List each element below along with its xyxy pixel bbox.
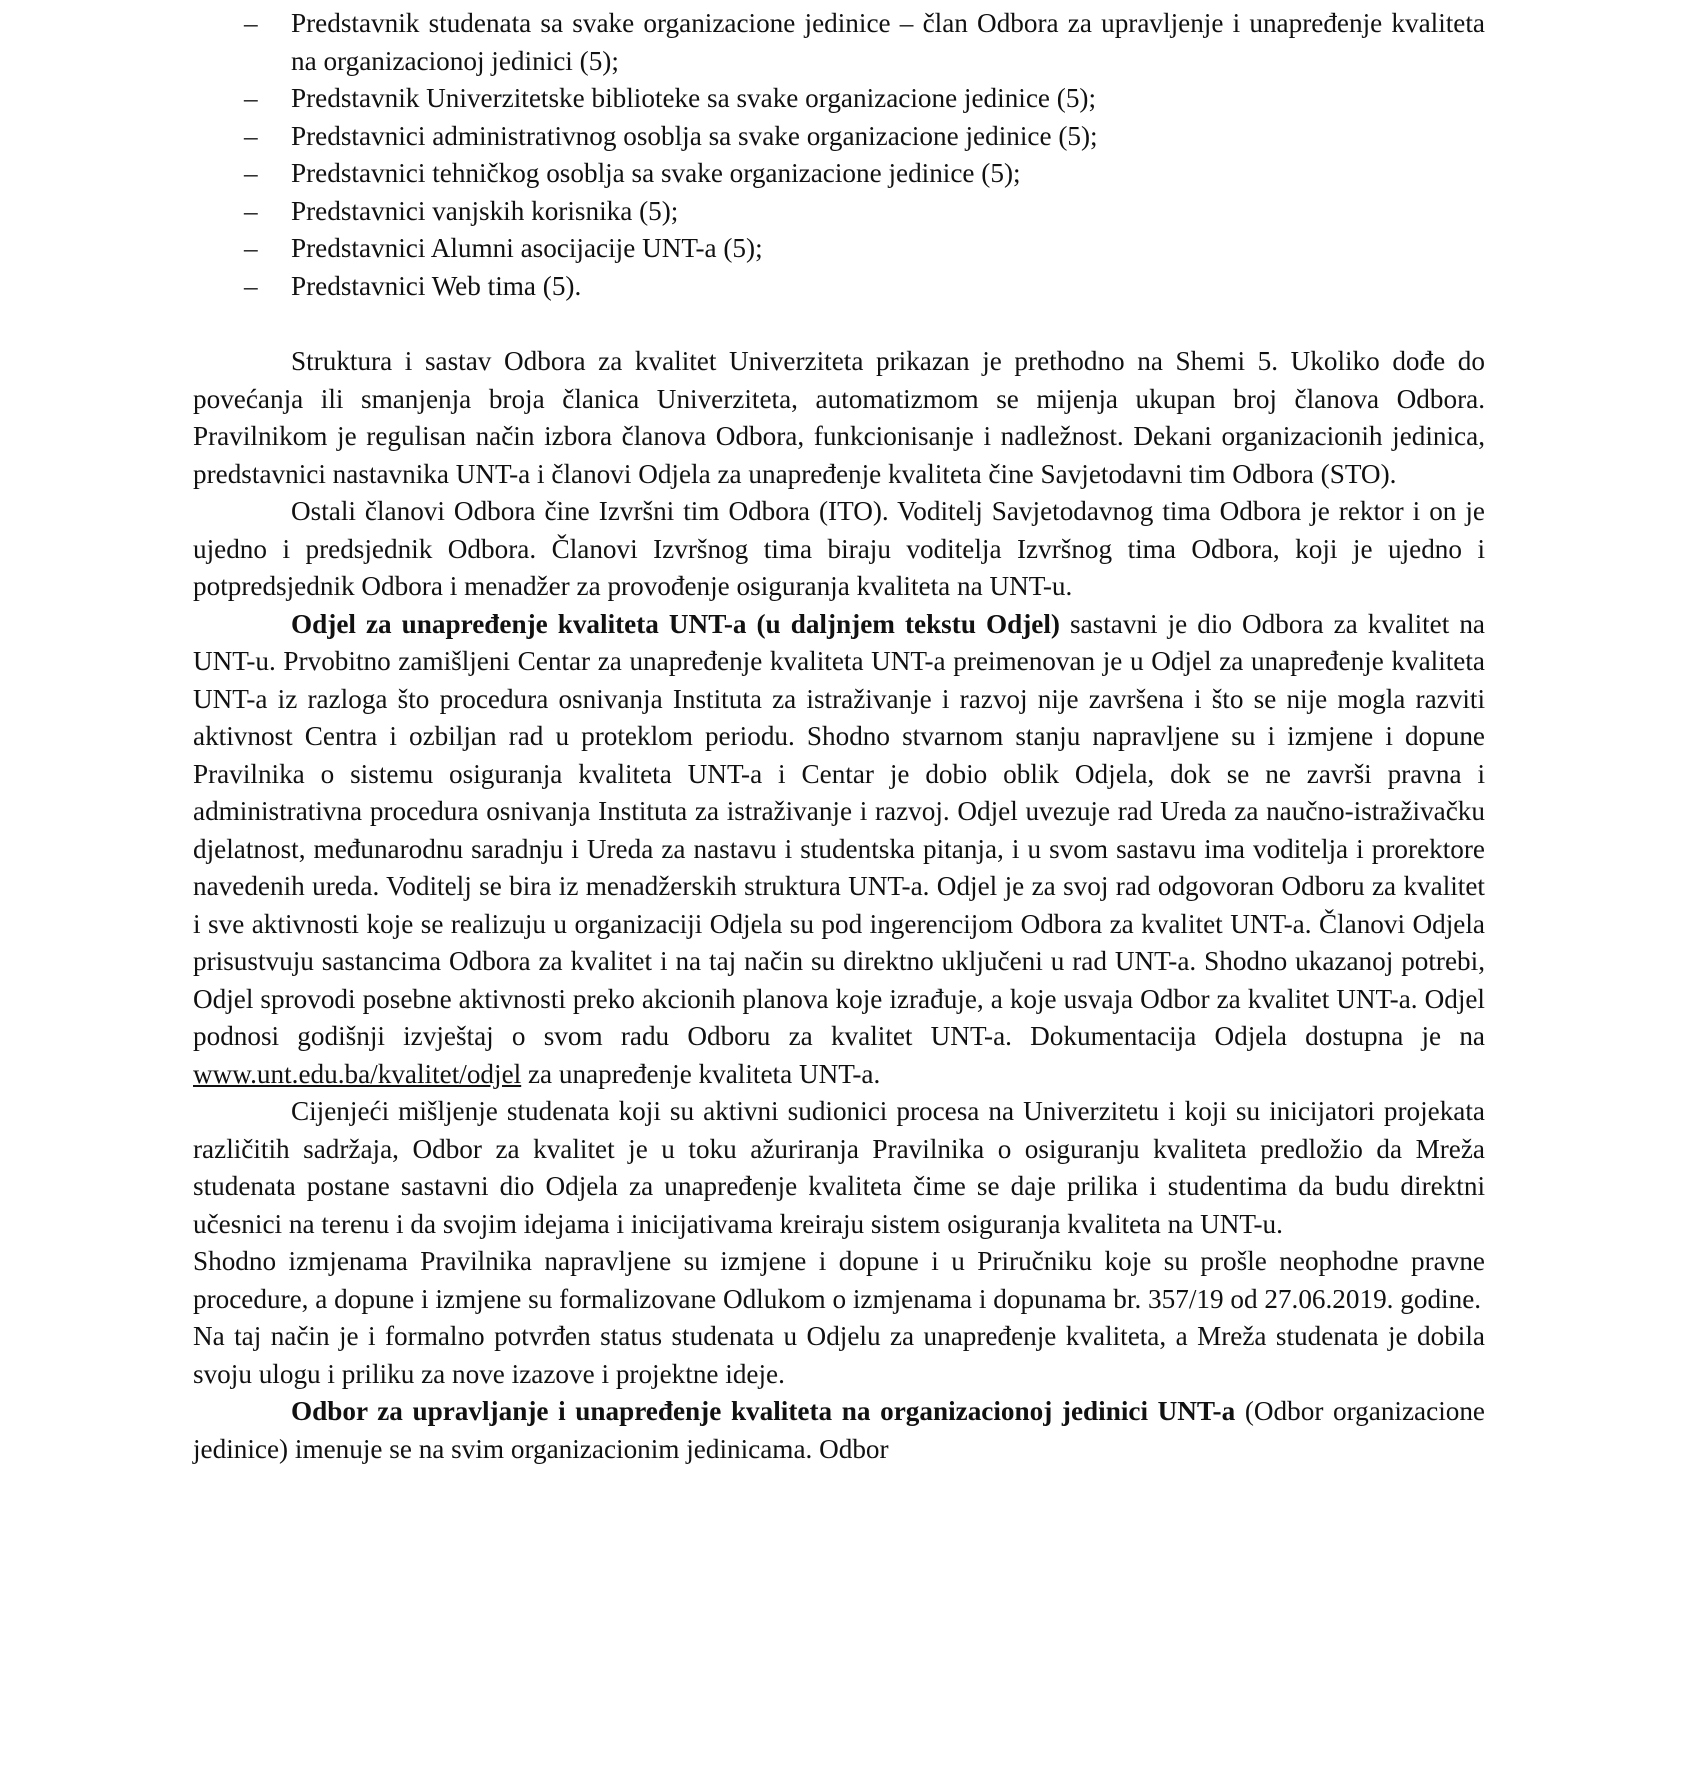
list-item-text: Predstavnici Alumni asocijacije UNT-a (5); <box>291 233 763 263</box>
list-item-text: Predstavnici tehničkog osoblja sa svake organizacione jedinice (5); <box>291 158 1021 188</box>
bold-heading-unit-board: Odbor za upravljanje i unapređenje kvaliteta na organizacionoj jedinici UNT-a <box>291 1396 1236 1426</box>
list-dash: – <box>244 195 258 226</box>
bold-heading-department: Odjel za unapređenje kvaliteta UNT-a (u daljnjem tekstu Odjel) <box>291 608 1060 639</box>
list-item-text: Predstavnik studenata sa svake organizacione jedinice – član Odbora za upravljenje i unapređenje kvaliteta na organizacionoj jedinici (5); <box>291 8 1485 76</box>
paragraph-text: za unapređenje kvaliteta UNT-a. <box>521 1058 881 1089</box>
paragraph-text: sastavni je dio Odbora za kvalitet na UNT-u. Prvobitno zamišljeni Centar za unapređenje kvaliteta UNT-a preimenovan je u Odjel za unapređenje kvaliteta UNT-a iz razloga što procedura osnivanja Instituta za istraživanje i razvoj nije završena i što se nije mogla razviti aktivnost Centra i ozbiljan rad u proteklom periodu. Shodno stvarnom stanju napravljene su i izmjene i dopune Pravilnika o sistemu osiguranja kvaliteta UNT-a i Centar je dobio oblik Odjela, dok se ne završi pravna i administrativna procedura osnivanja Instituta za istraživanje i razvoj. Odjel uvezuje rad Ureda za naučno-istraživačku djelatnost, međunarodnu saradnju i Ureda za nastavu i studentska pitanja, i u svom sastavu ima voditelja i prorektore navedenih ureda. Voditelj se bira iz menadžerskih struktura UNT-a. Odjel je za svoj rad odgovoran Odboru za kvalitet i sve aktivnosti koje se realizuju u organizaciji Odjela su pod ingerencijom Odbora za kvalitet UNT-a. Članovi Odjela prisustvuju sastancima Odbora za kvalitet i na taj način su direktno uključeni u rad UNT-a. Shodno ukazanoj potrebi, Odjel sprovodi posebne aktivnosti preko akcionih planova koje izrađuje, a koje usvaja Odbor za kvalitet UNT-a. Odjel podnosi godišnji izvještaj o svom radu Odboru za kvalitet UNT-a. Dokumentacija Odjela dostupna je na <box>193 608 1485 1051</box>
list-dash: – <box>244 233 258 263</box>
document-page <box>193 0 1485 1468</box>
paragraph-unit-board <box>193 1393 1485 1468</box>
member-list <box>193 5 1485 305</box>
list-item <box>193 155 1485 193</box>
list-item <box>193 268 1485 306</box>
list-item <box>193 80 1485 118</box>
paragraph-text: (Odbor organizacione jedinice) imenuje se na svim organizacionim jedinicama. Odbor <box>193 1396 1485 1464</box>
list-item <box>193 193 1485 231</box>
list-item-text: Predstavnici administrativnog osoblja sa svake organizacione jedinice (5); <box>291 120 1098 151</box>
paragraph-student-status: Na taj način je i formalno potvrđen status studenata u Odjelu za unapređenje kvaliteta, a Mreža studenata je dobila svoju ulogu i priliku za nove izazove i projektne ideje. <box>193 1321 1485 1389</box>
list-dash: – <box>244 158 258 188</box>
list-dash: – <box>244 120 258 151</box>
list-item <box>193 118 1485 156</box>
list-item <box>193 230 1485 268</box>
odjel-link[interactable]: www.unt.edu.ba/kvalitet/odjel <box>193 1058 522 1089</box>
paragraph-student-network: Cijenjeći mišljenje studenata koji su aktivni sudionici procesa na Univerzitetu i koji su inicijatori projekata različitih sadržaja, Odbor za kvalitet je u toku ažuriranja Pravilnika o osiguranju kvaliteta predložio da Mreža studenata postane sastavni dio Odjela za unapređenje kvaliteta čime se daje prilika i studentima da budu direktni učesnici na terenu i da svojim idejama i inicijativama kreiraju sistem osiguranja kvaliteta na UNT-u. <box>193 1096 1485 1239</box>
paragraph-department <box>193 606 1485 1094</box>
list-item-text: Predstavnici vanjskih korisnika (5); <box>291 195 679 226</box>
list-dash: – <box>244 8 258 38</box>
list-item-text: Predstavnici Web tima (5). <box>291 270 582 301</box>
list-dash: – <box>244 270 258 301</box>
paragraph-amendments: Shodno izmjenama Pravilnika napravljene su izmjene i dopune i u Priručniku koje su prošle neophodne pravne procedure, a dopune i izmjene su formalizovane Odlukom o izmjenama i dopunama br. 357/19 od 27.06.2019. godine. <box>193 1246 1485 1314</box>
list-dash: – <box>244 83 258 113</box>
list-item-text: Predstavnik Univerzitetske biblioteke sa svake organizacione jedinice (5); <box>291 83 1097 113</box>
paragraph-executive-team: Ostali članovi Odbora čine Izvršni tim Odbora (ITO). Voditelj Savjetodavnog tima Odbora je rektor i on je ujedno i predsjednik Odbora. Članovi Izvršnog tima biraju voditelja Izvršnog tima Odbora, koji je ujedno i potpredsjednik Odbora i menadžer za provođenje osiguranja kvaliteta na UNT-u. <box>193 496 1485 601</box>
paragraph-structure: Struktura i sastav Odbora za kvalitet Univerziteta prikazan je prethodno na Shemi 5. Ukoliko dođe do povećanja ili smanjenja broja članica Univerziteta, automatizmom se mijenja ukupan broj članova Odbora. Pravilnikom je regulisan način izbora članova Odbora, funkcionisanje i nadležnost. Dekani organizacionih jedinica, predstavnici nastavnika UNT-a i članovi Odjela za unapređenje kvaliteta čine Savjetodavni tim Odbora (STO). <box>193 346 1485 489</box>
list-item <box>193 5 1485 80</box>
